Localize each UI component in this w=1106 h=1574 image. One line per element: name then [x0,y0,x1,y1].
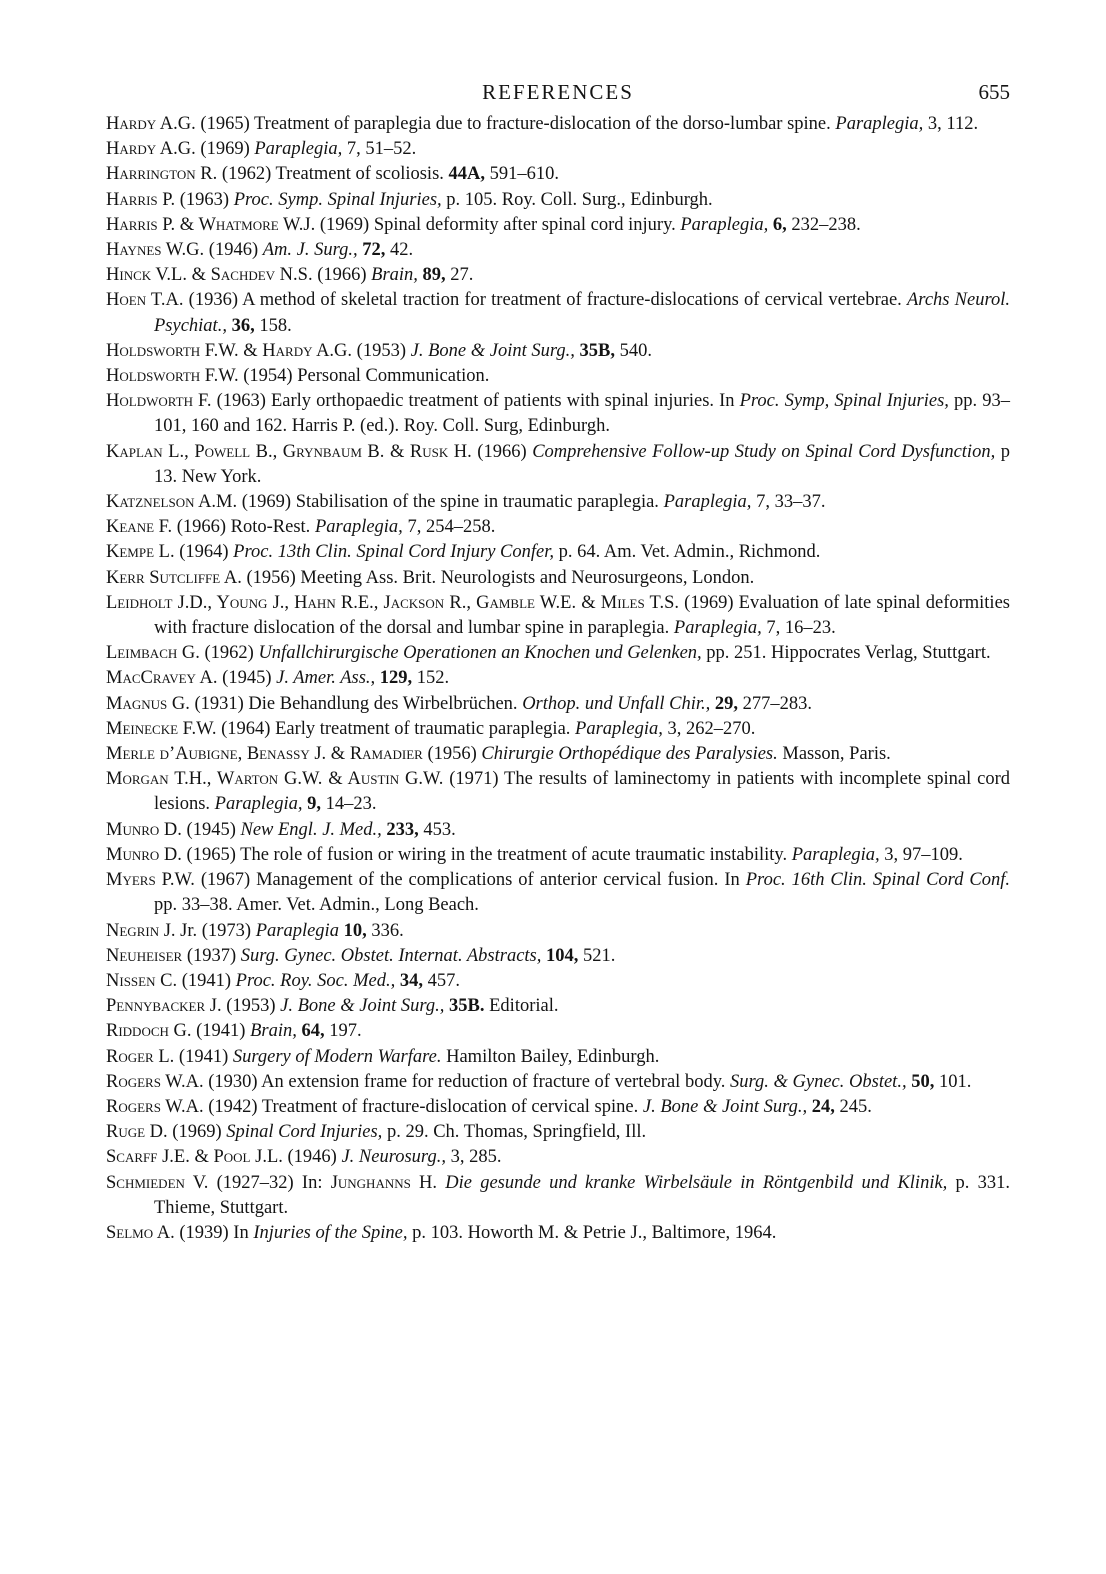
reference-authors: Holdworth F. [106,391,212,412]
reference-entry [106,641,1010,666]
reference-text: 277–283. [738,693,813,714]
reference-text: Jr. (1973) [175,920,256,941]
reference-text: 101. [934,1071,972,1092]
reference-title-italic: Proc. 13th Clin. Spinal Cord Injury Confer, [233,542,555,563]
reference-authors: Katznelson A.M. [106,492,238,513]
reference-authors: Selmo A. [106,1222,175,1243]
reference-authors: Kerr Sutcliffe A. [106,567,242,588]
reference-text: (1962) [199,643,259,664]
reference-title-italic: J. Bone & Joint Surg., [280,996,445,1017]
reference-title-italic: Die gesunde und kranke Wirbelsäule in Röntgenbild und Klinik, [445,1172,948,1193]
reference-text: (1946) [204,240,263,261]
reference-entry [106,288,1010,338]
reference-volume-bold: 233, [386,819,419,840]
reference-text: (1930) An extension frame for reduction of fracture of vertebral body. [203,1071,730,1092]
reference-entry [106,566,1010,591]
reference-volume-bold: 6, [772,214,787,235]
reference-title-italic: Paraplegia, [314,517,403,538]
reference-entry [106,389,1010,439]
page [106,72,1010,1552]
reference-entry [106,692,1010,717]
reference-title-italic: Chirurgie Orthopédique des Paralysies. [481,744,778,765]
reference-title-italic: Proc. Symp. Spinal Injuries, [233,189,442,210]
reference-text: 158. [254,315,292,336]
reference-text: 232–238. [786,214,861,235]
reference-authors: Riddoch G. [106,1021,192,1042]
reference-text: (1966) [471,441,533,462]
reference-volume-bold: 50, [911,1071,935,1092]
reference-text: (1936) A method of skeletal traction for treatment of fracture-dislocations of cervical vertebrae. [183,290,907,311]
reference-title-italic: Paraplegia, [791,844,880,865]
reference-title-italic: Proc. 16th Clin. Spinal Cord Conf. [745,870,1010,891]
reference-title-italic: J. Bone & Joint Surg., [410,340,575,361]
reference-title-italic: Paraplegia, [663,492,752,513]
reference-title-italic: Am. J. Surg., [262,240,358,261]
reference-text: p. 64. Am. Vet. Admin., Richmond. [554,542,821,563]
reference-title-italic: Archs Neurol. Psychiat., [154,290,1010,336]
reference-title-italic: New Engl. J. Med., [240,819,382,840]
reference-text: (1953) [221,996,281,1017]
reference-entry [106,591,1010,641]
reference-entry [106,818,1010,843]
reference-text: pp. 251. Hippocrates Verlag, Stuttgart. [701,643,991,664]
reference-text: (1965) Treatment of paraplegia due to fracture-dislocation of the dorso-lumbar spine. [195,114,836,134]
reference-volume-bold: 34, [399,970,424,991]
reference-text: 3, 97–109. [879,844,963,865]
reference-text: (1937) [182,945,241,966]
reference-text: 42. [385,240,414,261]
reference-text: p. 105. Roy. Coll. Surg., Edinburgh. [441,189,713,210]
page-number: 655 [978,80,1010,104]
reference-text: 3, 285. [445,1147,502,1168]
reference-entry [106,767,1010,817]
reference-title-italic: Paraplegia, [835,114,924,134]
reference-title-italic: Paraplegia, [673,618,762,639]
reference-authors: Nissen C. [106,970,178,991]
reference-text: (1953) [352,340,411,361]
reference-entry [106,868,1010,918]
reference-entry [106,364,1010,389]
reference-volume-bold: 10, [343,920,367,941]
reference-text: (1939) In [174,1222,254,1243]
reference-title-italic: Spinal Cord Injuries, [226,1122,383,1143]
reference-entry [106,1171,1010,1221]
reference-title-italic: Paraplegia, [254,139,343,160]
reference-authors: Munro D. [106,819,182,840]
reference-authors: Magnus G. [106,693,190,714]
reference-authors: Hardy A.G. [106,114,196,134]
reference-text: (1942) Treatment of fracture-dislocation of cervical spine. [203,1096,643,1117]
reference-text: Masson, Paris. [777,744,891,765]
reference-entry [106,1095,1010,1120]
reference-text: (1941) [174,1046,233,1067]
reference-text: 152. [412,668,450,689]
reference-entry [106,1120,1010,1145]
running-title: REFERENCES [482,80,634,104]
reference-text: (1962) Treatment of scoliosis. [217,164,449,185]
reference-text: (1941) [177,970,236,991]
reference-text: (1946) [282,1147,342,1168]
reference-entry [106,994,1010,1019]
reference-text: 3, 112. [923,114,979,134]
reference-text: 453. [418,819,456,840]
reference-text: 591–610. [485,164,560,185]
reference-authors: Holdsworth F.W. [106,366,239,387]
reference-authors: Haynes W.G. [106,240,205,261]
reference-entry [106,339,1010,364]
reference-title-italic: Surg. & Gynec. Obstet., [730,1071,907,1092]
reference-text: (1964) Early treatment of traumatic paraplegia. [216,718,576,739]
reference-text: 7, 16–23. [761,618,836,639]
reference-authors: Harrington R. [106,164,218,185]
reference-entry [106,263,1010,288]
reference-volume-bold: 29, [714,693,739,714]
reference-title-italic: J. Amer. Ass., [276,668,376,689]
reference-authors: Neuheiser [106,945,183,966]
reference-title-italic: Paraplegia, [214,794,303,815]
reference-volume-bold: 129, [379,668,413,689]
reference-authors: Morgan T.H., Warton G.W. & Austin G.W. [106,769,444,790]
reference-text: (1956) Meeting Ass. Brit. Neurologists and Neurosurgeons, London. [241,567,755,588]
reference-authors: Hoen T.A. [106,290,184,311]
reference-text: (1967) Management of the complications of anterior cervical fusion. In [194,870,746,891]
reference-authors: Rogers W.A. [106,1096,204,1117]
reference-text: p 13. New York. [154,441,1010,487]
reference-volume-bold: 104, [546,945,579,966]
reference-authors: Rogers W.A. [106,1071,204,1092]
reference-text: p. 331. Thieme, Stuttgart. [154,1172,1010,1218]
reference-text: (1927–32) In: [208,1172,331,1193]
reference-authors: Roger L. [106,1046,175,1067]
reference-text: 7, 51–52. [342,139,417,160]
reference-authors: Holdsworth F.W. & Hardy A.G. [106,340,353,361]
reference-title-italic: J. Bone & Joint Surg., [642,1096,808,1117]
reference-text: (1954) Personal Communication. [238,366,490,387]
reference-entry [106,1221,1010,1246]
reference-text: (1971) The results of laminectomy in patients with incomplete spinal cord lesions. [154,769,1010,815]
reference-authors: Meinecke F.W. [106,718,217,739]
reference-authors: Ruge D. [106,1122,168,1143]
reference-authors: Harris P. & Whatmore W.J. [106,214,316,235]
reference-text: (1969) [195,139,255,160]
reference-text: (1969) Evaluation of late spinal deformities with fracture dislocation of the dorsal and lumbar spine in paraplegia. [154,592,1010,639]
reference-text: 14–23. [321,794,377,815]
reference-authors: Keane F. [106,517,173,538]
reference-entry [106,1019,1010,1044]
reference-entry [106,1070,1010,1095]
reference-volume-bold: 64, [301,1021,325,1042]
reference-title-italic: Orthop. und Unfall Chir., [522,693,711,714]
reference-text: (1945) [217,668,277,689]
reference-text: p. 29. Ch. Thomas, Springfield, Ill. [382,1122,647,1143]
reference-text: (1966) [312,265,372,286]
reference-title-italic: Brain, [250,1021,297,1042]
reference-entry [106,490,1010,515]
reference-volume-bold: 35B, [579,340,615,361]
reference-volume-bold: 36, [231,315,255,336]
reference-title-italic: Paraplegia, [680,214,769,235]
reference-title-italic: J. Neurosurg., [341,1147,446,1168]
reference-text: 27. [445,265,474,286]
reference-authors: Hardy A.G. [106,139,196,160]
reference-list [106,112,1010,1246]
reference-title-italic: Paraplegia [255,920,339,941]
reference-entry [106,137,1010,162]
reference-volume-bold: 44A, [448,164,486,185]
reference-authors: Hinck V.L. & Sachdev N.S. [106,265,313,286]
reference-title-italic: Comprehensive Follow-up Study on Spinal Cord Dysfunction, [532,441,996,462]
reference-text: (1965) The role of fusion or wiring in the treatment of acute traumatic instability. [181,844,792,865]
reference-text: (1963) Early orthopaedic treatment of patients with spinal injuries. In [211,391,740,412]
reference-entry [106,162,1010,187]
reference-volume-bold: 35B. [449,996,485,1017]
reference-text: (1969) [167,1122,227,1143]
reference-authors: Merle d’Aubigne, Benassy J. & Ramadier [106,744,423,765]
reference-entry [106,742,1010,767]
reference-authors: MacCravey A. [106,668,218,689]
reference-authors: Scarff J.E. & Pool J.L. [106,1147,283,1168]
reference-authors: Leimbach G. [106,643,200,664]
reference-entry [106,717,1010,742]
reference-entry [106,1145,1010,1170]
reference-title-italic: Surgery of Modern Warfare. [232,1046,442,1067]
reference-text: p. 103. Howorth M. & Petrie J., Baltimore, 1964. [407,1222,777,1243]
reference-volume-bold: 9, [307,794,322,815]
reference-entry [106,843,1010,868]
reference-text: Hamilton Bailey, Edinburgh. [441,1046,660,1067]
reference-title-italic: Proc. Roy. Soc. Med., [235,970,396,991]
reference-text: 540. [614,340,652,361]
running-head [106,72,1010,112]
reference-volume-bold: 24, [811,1096,835,1117]
reference-title-italic: Proc. Symp, Spinal Injuries, [739,391,949,412]
reference-text: (1945) [181,819,241,840]
reference-authors: Munro D. [106,844,182,865]
reference-text: (1941) [191,1021,251,1042]
reference-text: (1964) [174,542,234,563]
reference-entry [106,188,1010,213]
reference-text: 457. [423,970,461,991]
reference-authors: Schmieden V. [106,1172,209,1193]
reference-entry [106,112,1010,137]
reference-entry [106,919,1010,944]
reference-text: (1969) Spinal deformity after spinal cord injury. [315,214,681,235]
reference-authors: Kempe L. [106,542,175,563]
reference-title-italic: Injuries of the Spine, [253,1222,408,1243]
reference-text: 245. [834,1096,872,1117]
reference-text: 7, 33–37. [751,492,826,513]
reference-entry [106,969,1010,994]
reference-entry [106,540,1010,565]
reference-text: pp. 33–38. Amer. Vet. Admin., Long Beach. [154,895,479,916]
reference-authors: Harris P. [106,189,176,210]
reference-text: (1956) [422,744,482,765]
reference-authors: Negrin J. [106,920,176,941]
reference-authors: Leidholt J.D., Young J., Hahn R.E., Jackson R., Gamble W.E. & Miles T.S. [106,592,679,613]
reference-entry [106,515,1010,540]
reference-text: (1969) Stabilisation of the spine in traumatic paraplegia. [237,492,664,513]
reference-entry [106,238,1010,263]
reference-entry [106,1045,1010,1070]
reference-title-italic: Unfallchirurgische Operationen an Knochen und Gelenken, [258,643,702,664]
reference-entry [106,213,1010,238]
reference-title-italic: Paraplegia, [575,718,663,739]
reference-authors: Junghanns H. [330,1172,438,1193]
reference-authors: Pennybacker J. [106,996,222,1017]
reference-entry [106,666,1010,691]
reference-text: 7, 254–258. [402,517,496,538]
reference-authors: Myers P.W. [106,870,195,891]
reference-authors: Kaplan L., Powell B., Grynbaum B. & Rusk H. [106,441,472,462]
reference-text: 3, 262–270. [662,718,756,739]
reference-entry [106,944,1010,969]
reference-title-italic: Brain, [371,265,418,286]
reference-volume-bold: 72, [362,240,386,261]
reference-text: Editorial. [484,996,559,1017]
reference-volume-bold: 89, [422,265,446,286]
reference-text: (1963) [175,189,234,210]
reference-text: (1931) Die Behandlung des Wirbelbrüchen. [189,693,523,714]
reference-text: 336. [366,920,404,941]
reference-entry [106,440,1010,490]
reference-text: 197. [324,1021,362,1042]
reference-text: 521. [578,945,616,966]
reference-title-italic: Surg. Gynec. Obstet. Internat. Abstracts, [240,945,542,966]
reference-text: (1966) Roto-Rest. [172,517,315,538]
reference-text: pp. 93–101, 160 and 162. Harris P. (ed.). Roy. Coll. Surg, Edinburgh. [154,391,1010,437]
